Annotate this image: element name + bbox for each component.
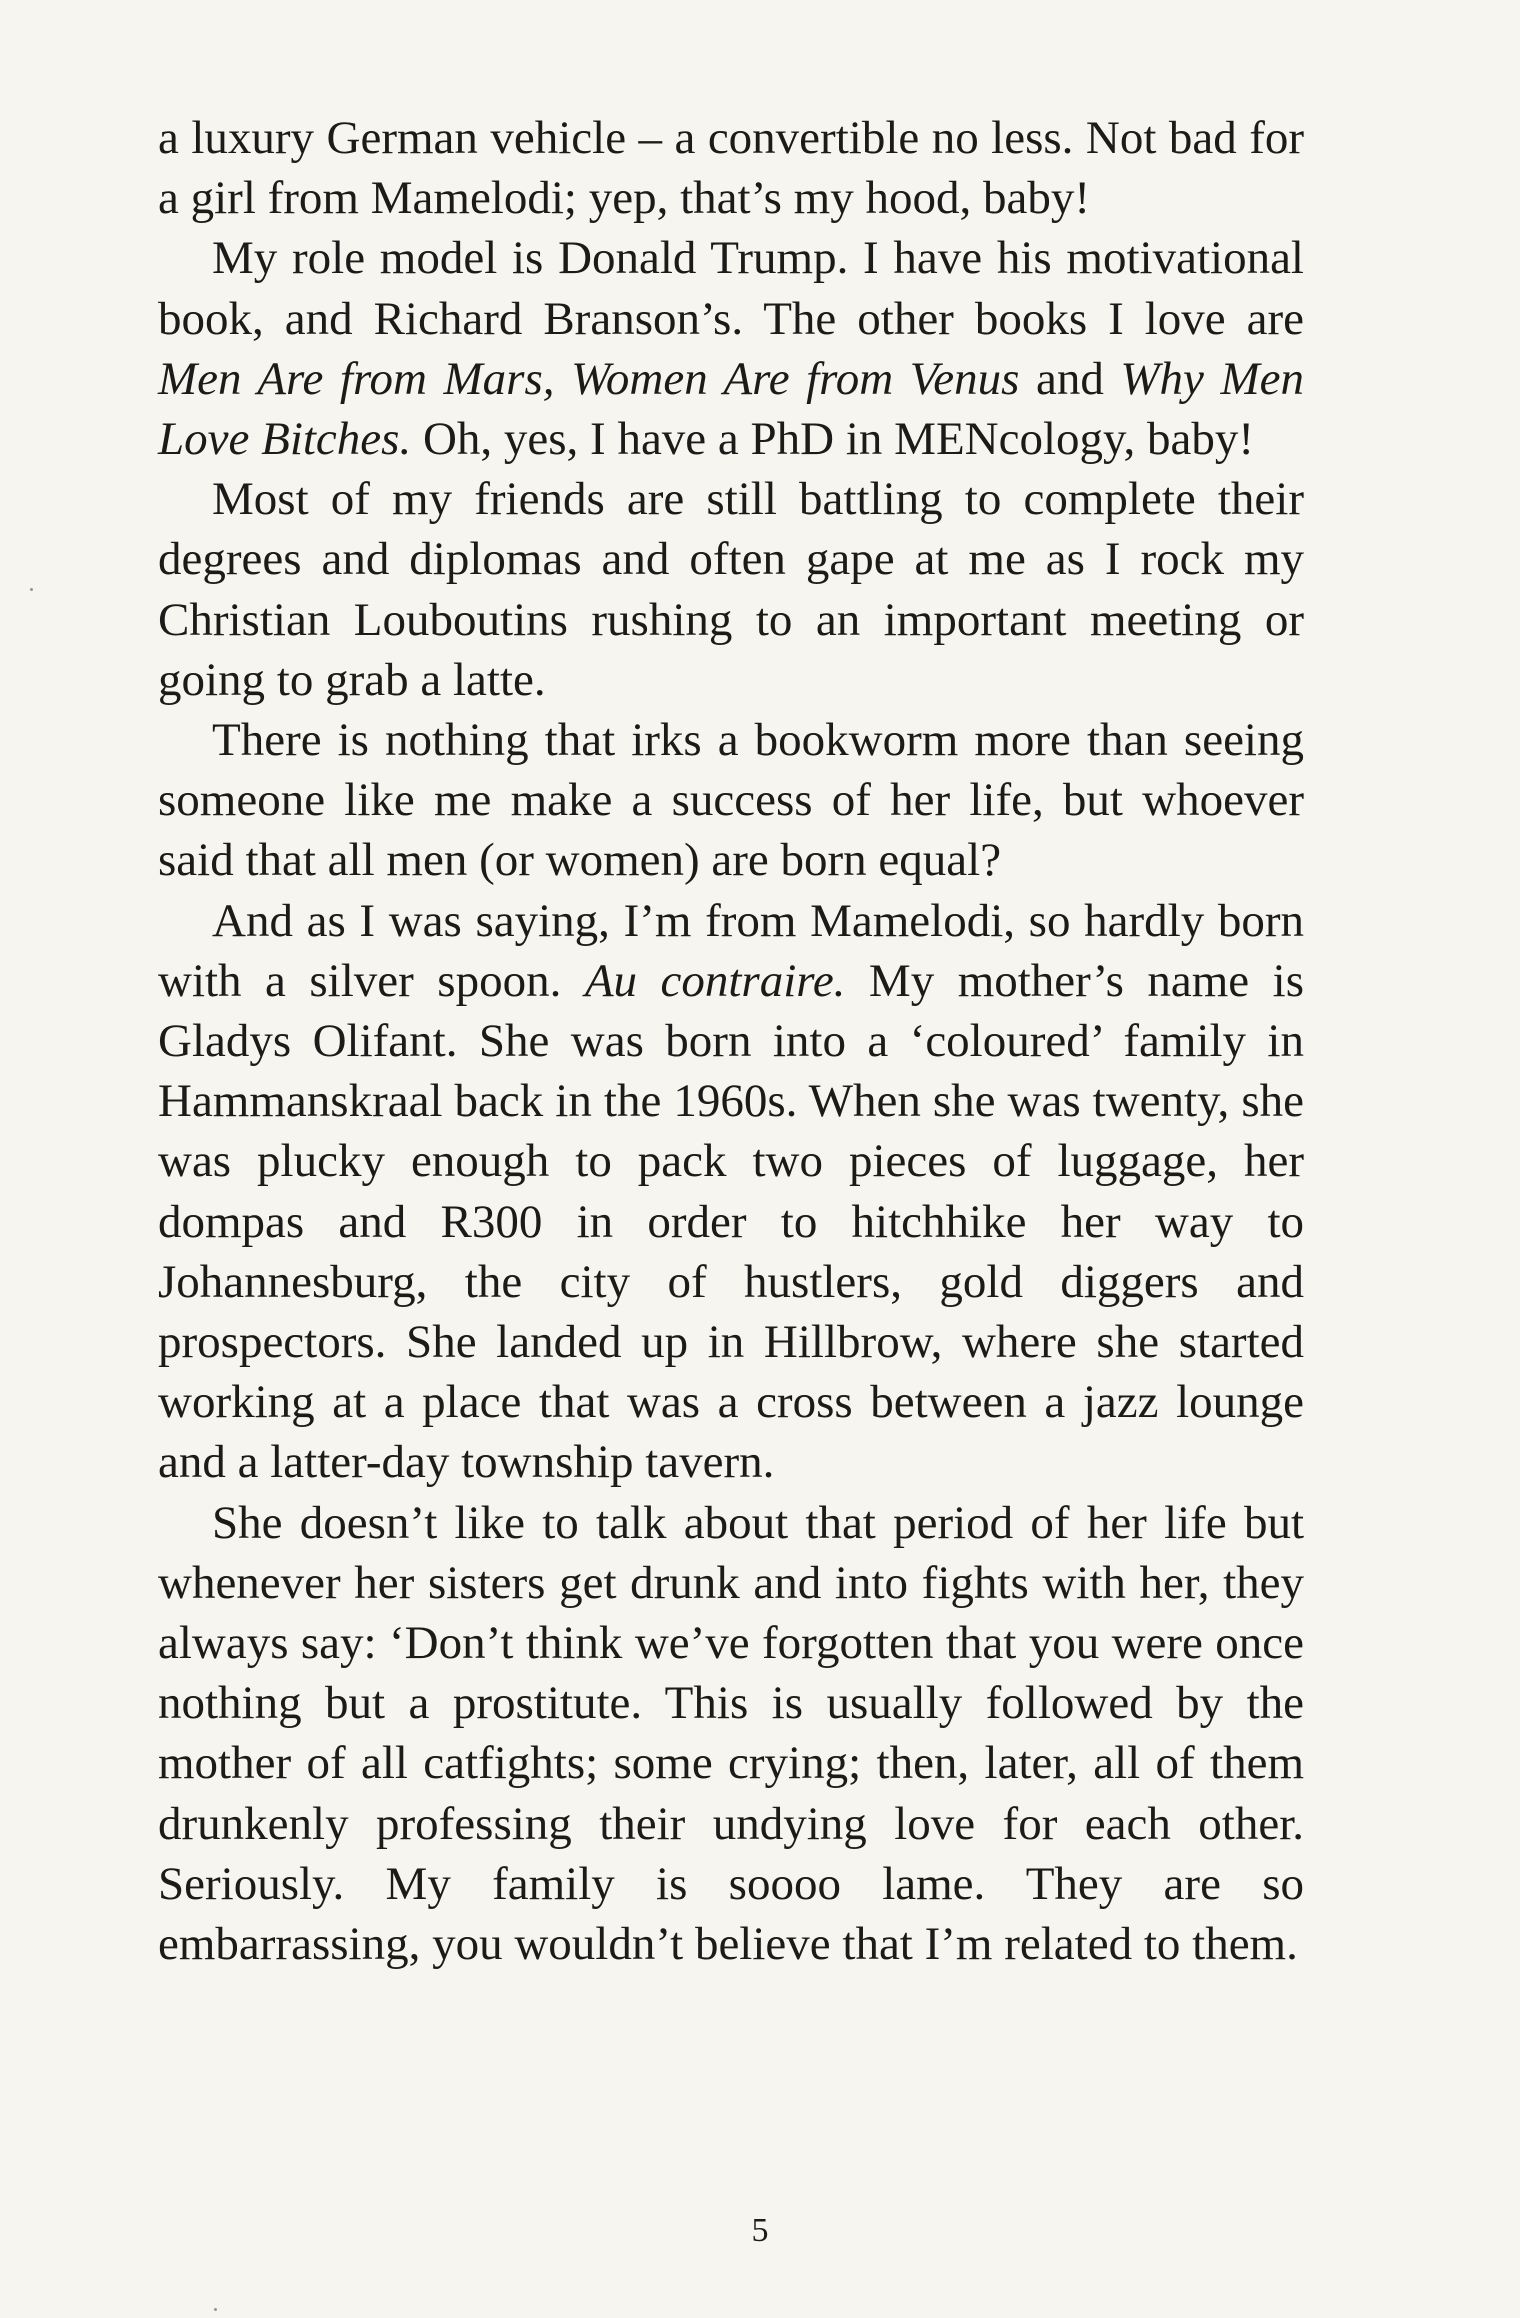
text-run: And as I was saying, I’m from Mamelodi, so hardly born with a silver spoon. <box>158 894 1304 1007</box>
text-run: Most of my friends are still battling to complete their degrees and diplomas and often gape at me as I rock my Christian Louboutins rushing to an important meeting or going to grab a latte. <box>158 473 1304 706</box>
text-run: My mother’s name is Gladys Olifant. She was born into a ‘coloured’ family in Hammanskraal back in the 1960s. When she was twenty, she was plucky enough to pack two pieces of luggage, her dompas and R300 in order to hitchhike her way to Johannesburg, the city of hustlers, gold diggers and prospectors. She landed up in Hillbrow, where she started working at a place that was a cross between a jazz lounge and a latter-day township tavern. <box>158 954 1305 1489</box>
italic-text: Why Men Love Bitches. <box>158 352 1304 466</box>
scan-speck <box>30 588 33 591</box>
italic-text: Men Are from Mars, Women Are from Venus <box>158 352 1020 405</box>
italic-text: Au contraire. <box>584 954 846 1007</box>
text-run: My role model is Donald Trump. I have his motivational book, and Richard Branson’s. The other books I love are <box>158 232 1304 345</box>
paragraph <box>158 1493 1304 1975</box>
paragraph <box>158 228 1304 469</box>
text-run: There is nothing that irks a bookworm more than seeing someone like me make a success of her life, but whoever said that all men (or women) are born equal? <box>158 714 1304 887</box>
paragraph <box>158 710 1304 891</box>
text-run: Oh, yes, I have a PhD in MENcology, baby! <box>411 413 1254 466</box>
body-text <box>158 108 1304 1974</box>
text-run: a luxury German vehicle – a convertible no less. Not bad for a girl from Mamelodi; yep, that’s my hood, baby! <box>158 112 1304 225</box>
text-run: and <box>1019 352 1121 405</box>
paragraph <box>158 891 1304 1493</box>
text-run: She doesn’t like to talk about that period of her life but whenever her sisters get drunk and into fights with her, they always say: ‘Don’t think we’ve forgotten that you were once nothing but a prostitute. This is usually followed by the mother of all catfights; some crying; then, later, all of them drunkenly professing their undying love for each other. Seriously. My family is soooo lame. They are so embarrassing, you wouldn’t believe that I’m related to them. <box>158 1496 1304 1971</box>
paragraph <box>158 108 1304 228</box>
page-number: 5 <box>751 2212 769 2249</box>
paragraph <box>158 469 1304 710</box>
scan-speck <box>214 2308 217 2311</box>
